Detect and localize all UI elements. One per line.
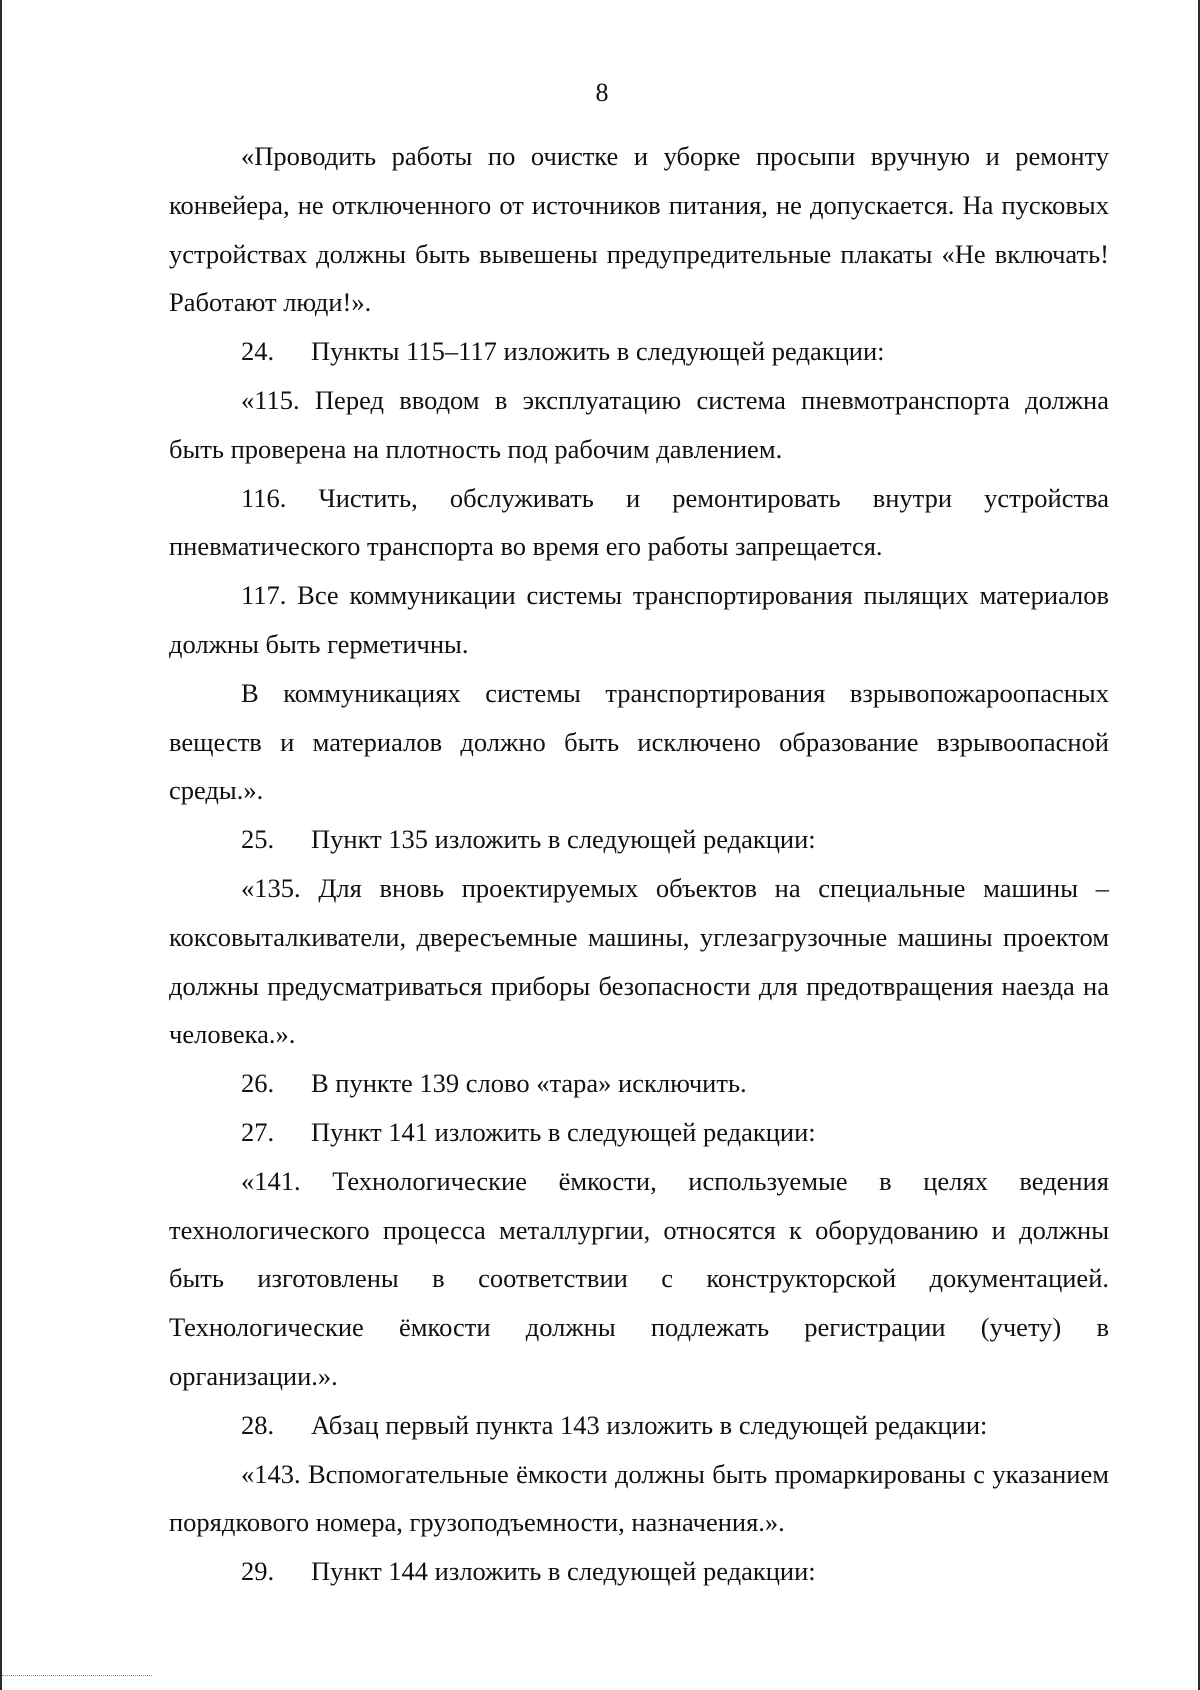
item-number: 26. — [241, 1068, 275, 1099]
scan-edge-rule — [2, 1675, 152, 1676]
list-item — [169, 1401, 1109, 1450]
paragraph: В коммуникациях системы транспортирования взрывопожароопасных веществ и материалов должно быть исключено образование взрывоопасной среды.». — [169, 677, 1109, 806]
item-text: Пункт 144 изложить в следующей редакции: — [311, 1556, 816, 1587]
item-text: Пункт 141 изложить в следующей редакции: — [311, 1116, 816, 1147]
paragraph: «115. Перед вводом в эксплуатацию система пневмотранспорта должна быть проверена на плотность под рабочим давлением. — [169, 384, 1109, 464]
item-text: Пункты 115–117 изложить в следующей редакции: — [311, 336, 885, 367]
item-text: Пункт 135 изложить в следующей редакции: — [311, 824, 816, 855]
list-item — [169, 1108, 1109, 1157]
document-body — [169, 132, 1109, 1596]
item-text: Абзац первый пункта 143 изложить в следующей редакции: — [311, 1409, 988, 1440]
item-number: 24. — [241, 336, 275, 367]
paragraph: «141. Технологические ёмкости, используемые в целях ведения технологического процесса металлургии, относятся к оборудованию и должны быть изготовлены в соответствии с конструкторской документацией. Технологические ёмкости должны подлежать регистрации (учету) в организации.». — [169, 1165, 1109, 1391]
paragraph: «Проводить работы по очистке и уборке просыпи вручную и ремонту конвейера, не отключенного от источников питания, не допускается. На пусковых устройствах должны быть вывешены предупредительные плакаты «Не включать! Работают люди!». — [169, 141, 1109, 318]
paragraph: «135. Для вновь проектируемых объектов на специальные машины – коксовыталкиватели, двересъемные машины, углезагрузочные машины проектом должны предусматриваться приборы безопасности для предотвращения наезда на человека.». — [169, 872, 1109, 1050]
item-text: В пункте 139 слово «тара» исключить. — [311, 1068, 747, 1099]
paragraph: «143. Вспомогательные ёмкости должны быть промаркированы с указанием порядкового номера, грузоподъемности, назначения.». — [169, 1458, 1109, 1538]
paragraph: 116. Чистить, обслуживать и ремонтировать внутри устройства пневматического транспорта во время его работы запрещается. — [169, 482, 1109, 562]
paragraph: 117. Все коммуникации системы транспортирования пылящих материалов должны быть герметичны. — [169, 580, 1109, 659]
list-item — [169, 815, 1109, 864]
item-number: 28. — [241, 1409, 275, 1440]
item-number: 29. — [241, 1556, 275, 1587]
page-number: 8 — [595, 78, 609, 107]
item-number: 25. — [241, 824, 275, 855]
list-item — [169, 1547, 1109, 1596]
list-item — [169, 327, 1109, 376]
list-item — [169, 1059, 1109, 1108]
item-number: 27. — [241, 1116, 275, 1147]
